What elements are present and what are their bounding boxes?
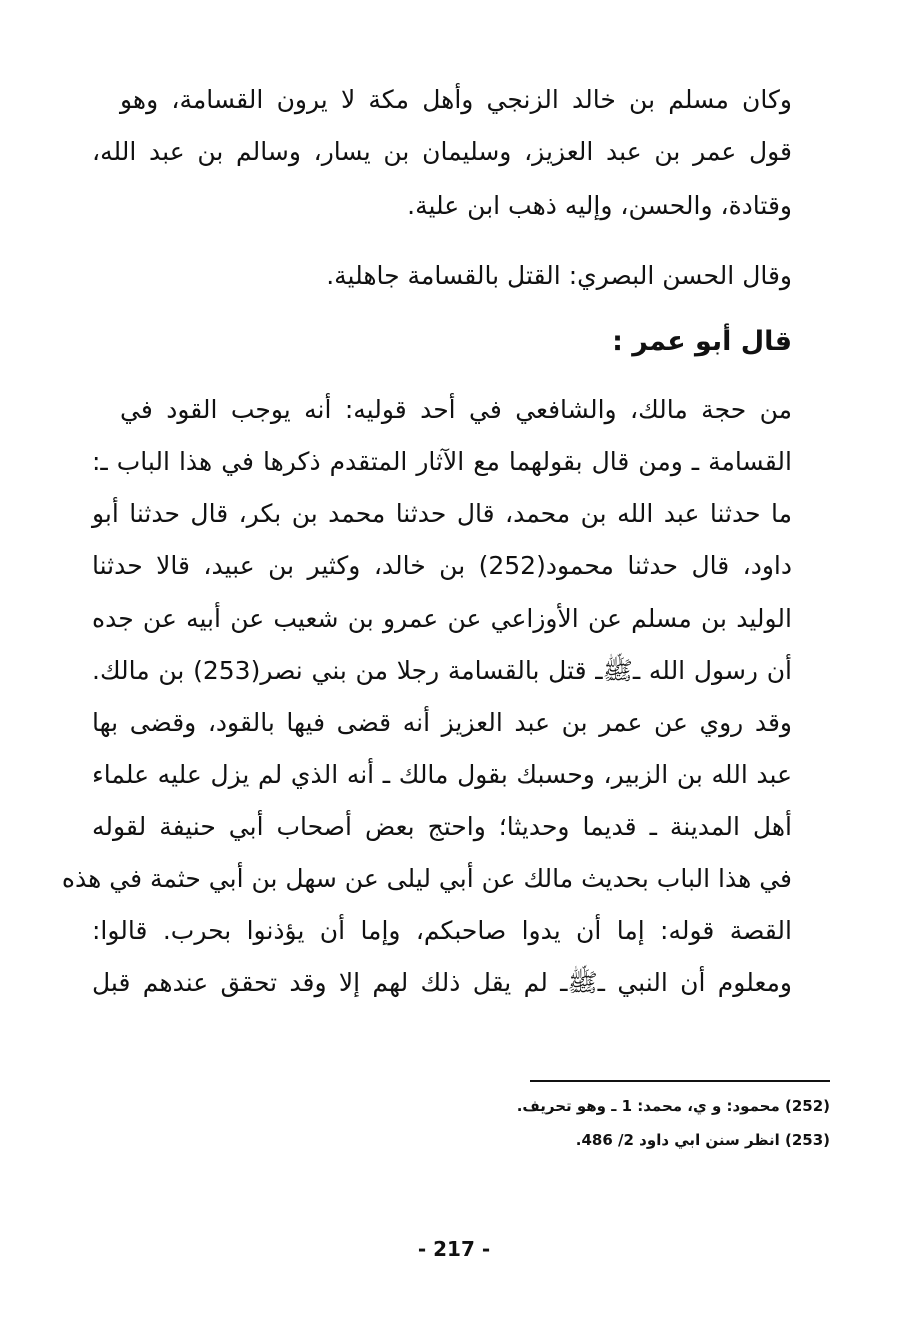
paragraph-3-line-6: أن رسول الله ـﷺـ قتل بالقسامة رجلا من بني نصر(253) بن مالك. [92, 656, 792, 685]
paragraph-1-line-3: وقتادة، والحسن، وإليه ذهب ابن علية. [407, 191, 792, 220]
paragraph-3-line-5: الوليد بن مسلم عن الأوزاعي عن عمرو بن شعيب عن أبيه عن جده [92, 604, 792, 633]
paragraph-2: وقال الحسن البصري: القتل بالقسامة جاهلية. [326, 261, 792, 290]
footnote-separator [530, 1080, 830, 1082]
page-number: - 217 - [417, 1237, 491, 1261]
paragraph-1-line-2: قول عمر بن عبد العزيز، وسليمان بن يسار، وسالم بن عبد الله، [92, 137, 792, 166]
paragraph-3-line-4: داود، قال حدثنا محمود(252) بن خالد، وكثير بن عبيد، قالا حدثنا [92, 551, 793, 580]
paragraph-3-line-7: وقد روي عن عمر بن عبد العزيز أنه قضى فيها بالقود، وقضى بها [92, 708, 792, 737]
footnote-253: (253) انظر سنن ابي داود 2/ 486. [575, 1131, 830, 1149]
paragraph-3-line-11: القصة قوله: إما أن يدوا صاحبكم، وإما أن يؤذنوا بحرب. قالوا: [92, 916, 792, 945]
paragraph-3-line-10: في هذا الباب بحديث مالك عن أبي ليلى عن سهل بن أبي حثمة في هذه [61, 864, 792, 893]
paragraph-3-line-1: من حجة مالك، والشافعي في أحد قوليه: أنه يوجب القود في [120, 395, 792, 424]
paragraph-3-line-3: ما حدثنا عبد الله بن محمد، قال حدثنا محمد بن بكر، قال حدثنا أبو [92, 499, 792, 528]
paragraph-3-line-12: ومعلوم أن النبي ـﷺـ لم يقل ذلك لهم إلا وقد تحقق عندهم قبل [92, 968, 792, 997]
paragraph-3-line-2: القسامة ـ ومن قال بقولهما مع الآثار المتقدم ذكرها في هذا الباب ـ: [92, 447, 792, 476]
paragraph-3-line-9: أهل المدينة ـ قديما وحديثا؛ واحتج بعض أصحاب أبي حنيفة لقوله [92, 812, 792, 841]
paragraph-3-line-8: عبد الله بن الزبير، وحسبك بقول مالك ـ أنه الذي لم يزل عليه علماء [92, 760, 792, 789]
paragraph-1-line-1: وكان مسلم بن خالد الزنجي وأهل مكة لا يرون القسامة، وهو [120, 85, 792, 114]
footnote-252: (252) محمود: و ي، محمد: 1 ـ وهو تحريف. [516, 1097, 830, 1115]
section-heading: قال أبو عمر : [612, 326, 792, 357]
